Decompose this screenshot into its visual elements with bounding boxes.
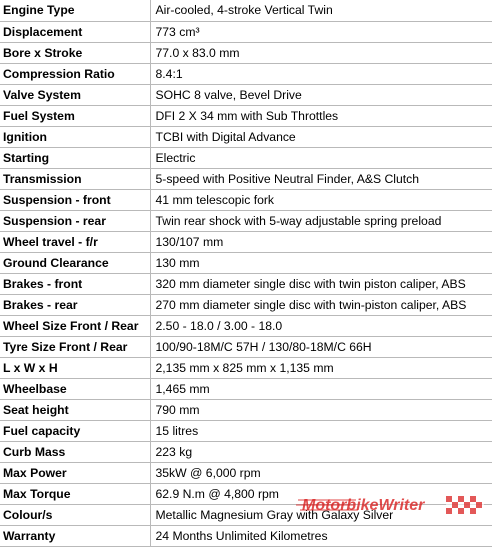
spec-row — [0, 231, 492, 252]
spec-value: 15 litres — [150, 420, 492, 441]
spec-value: 62.9 N.m @ 4,800 rpm — [150, 483, 492, 504]
spec-label: Wheel Size Front / Rear — [0, 315, 150, 336]
spec-value: Electric — [150, 147, 492, 168]
spec-row — [0, 63, 492, 84]
spec-row — [0, 483, 492, 504]
spec-row — [0, 462, 492, 483]
spec-label: Displacement — [0, 21, 150, 42]
spec-row — [0, 504, 492, 525]
spec-value: 773 cm³ — [150, 21, 492, 42]
spec-label: Curb Mass — [0, 441, 150, 462]
spec-label: Max Power — [0, 462, 150, 483]
spec-row — [0, 273, 492, 294]
spec-row — [0, 189, 492, 210]
spec-label: Colour/s — [0, 504, 150, 525]
spec-value: DFI 2 X 34 mm with Sub Throttles — [150, 105, 492, 126]
spec-label: Suspension - front — [0, 189, 150, 210]
spec-row — [0, 252, 492, 273]
spec-label: Max Torque — [0, 483, 150, 504]
spec-label: Transmission — [0, 168, 150, 189]
spec-row — [0, 525, 492, 546]
spec-row — [0, 105, 492, 126]
spec-value: 2.50 - 18.0 / 3.00 - 18.0 — [150, 315, 492, 336]
spec-label: Brakes - rear — [0, 294, 150, 315]
spec-row — [0, 210, 492, 231]
spec-label: Ignition — [0, 126, 150, 147]
spec-value: Metallic Magnesium Gray with Galaxy Silver — [150, 504, 492, 525]
spec-label: Compression Ratio — [0, 63, 150, 84]
spec-label: Brakes - front — [0, 273, 150, 294]
spec-label: Engine Type — [0, 0, 150, 21]
spec-row — [0, 168, 492, 189]
spec-row — [0, 420, 492, 441]
spec-label: Suspension - rear — [0, 210, 150, 231]
spec-label: Wheelbase — [0, 378, 150, 399]
spec-row — [0, 84, 492, 105]
spec-value: 5-speed with Positive Neutral Finder, A&S Clutch — [150, 168, 492, 189]
spec-value: 41 mm telescopic fork — [150, 189, 492, 210]
spec-label: Seat height — [0, 399, 150, 420]
spec-label: Valve System — [0, 84, 150, 105]
spec-value: 130/107 mm — [150, 231, 492, 252]
spec-value: 24 Months Unlimited Kilometres — [150, 525, 492, 546]
spec-label: Warranty — [0, 525, 150, 546]
spec-value: 77.0 x 83.0 mm — [150, 42, 492, 63]
spec-value: SOHC 8 valve, Bevel Drive — [150, 84, 492, 105]
spec-row — [0, 441, 492, 462]
spec-value: 223 kg — [150, 441, 492, 462]
spec-value: 130 mm — [150, 252, 492, 273]
spec-row — [0, 336, 492, 357]
spec-label: Fuel System — [0, 105, 150, 126]
spec-row — [0, 399, 492, 420]
spec-value: 35kW @ 6,000 rpm — [150, 462, 492, 483]
spec-label: Tyre Size Front / Rear — [0, 336, 150, 357]
spec-row — [0, 315, 492, 336]
spec-row — [0, 294, 492, 315]
spec-row — [0, 0, 492, 21]
spec-row — [0, 126, 492, 147]
spec-label: Starting — [0, 147, 150, 168]
spec-label: L x W x H — [0, 357, 150, 378]
spec-value: 100/90-18M/C 57H / 130/80-18M/C 66H — [150, 336, 492, 357]
spec-value: Air-cooled, 4-stroke Vertical Twin — [150, 0, 492, 21]
spec-value: Twin rear shock with 5-way adjustable spring preload — [150, 210, 492, 231]
spec-value: 1,465 mm — [150, 378, 492, 399]
spec-value: 8.4:1 — [150, 63, 492, 84]
spec-label: Ground Clearance — [0, 252, 150, 273]
spec-row — [0, 378, 492, 399]
spec-label: Fuel capacity — [0, 420, 150, 441]
spec-row — [0, 21, 492, 42]
spec-value: 270 mm diameter single disc with twin-piston caliper, ABS — [150, 294, 492, 315]
watermark-text: MotorbikeWriter — [302, 497, 425, 514]
spec-value: TCBI with Digital Advance — [150, 126, 492, 147]
spec-value: 2,135 mm x 825 mm x 1,135 mm — [150, 357, 492, 378]
spec-value: 320 mm diameter single disc with twin piston caliper, ABS — [150, 273, 492, 294]
spec-row — [0, 42, 492, 63]
spec-label: Bore x Stroke — [0, 42, 150, 63]
spec-label: Wheel travel - f/r — [0, 231, 150, 252]
spec-row — [0, 147, 492, 168]
spec-value: 790 mm — [150, 399, 492, 420]
spec-row — [0, 357, 492, 378]
